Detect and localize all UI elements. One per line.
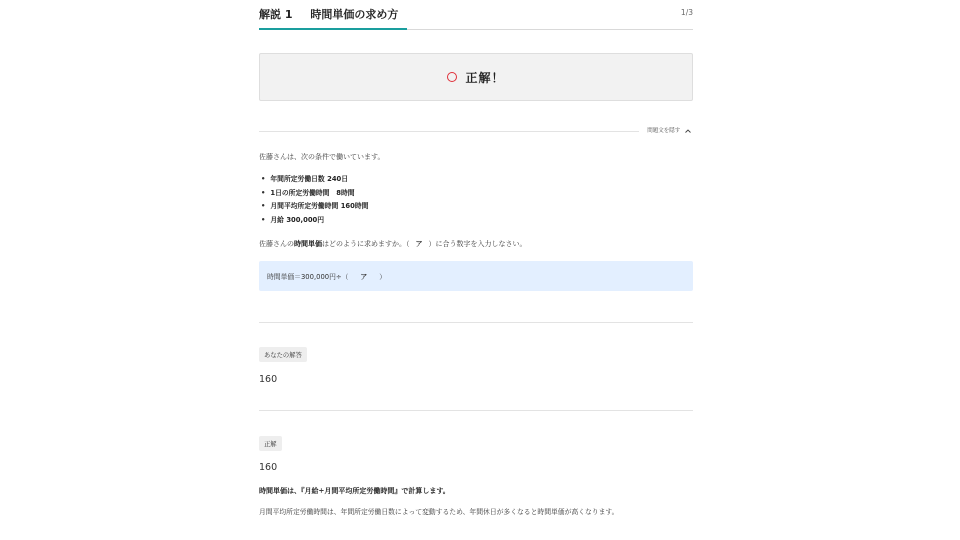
list-item: • 年間所定労働日数 240日	[259, 173, 368, 187]
list-item: • 月間平均所定労働時間 160時間	[259, 200, 368, 214]
toggle-row	[259, 126, 693, 136]
header	[259, 0, 693, 30]
prompt-mid: はどのように求めますか。（	[322, 240, 410, 248]
prompt-keyword: 時間単価	[294, 240, 322, 248]
correct-answer-value: 160	[259, 462, 278, 473]
prompt-blank: ア	[415, 240, 423, 248]
circle-correct-icon	[447, 72, 457, 82]
explanation-title: 時間単価は、『月給÷月間平均所定労働時間』で計算します。	[259, 487, 450, 495]
section-label: 解説 1	[259, 8, 293, 21]
divider	[259, 410, 693, 411]
formula-blank: ア	[360, 273, 368, 281]
hide-question-toggle[interactable]	[647, 126, 691, 134]
page-indicator: 1/3	[680, 8, 693, 17]
formula-box	[259, 261, 693, 291]
divider	[259, 322, 693, 323]
question-prompt	[259, 239, 527, 249]
your-answer-value: 160	[259, 374, 278, 385]
chevron-up-icon	[685, 128, 691, 134]
explanation-body: 月間平均所定労働時間は、年間所定労働日数によって変動するため、年間休日が多くなると時間単価が高くなります。	[259, 508, 619, 516]
result-text: 正解！	[465, 70, 505, 85]
formula-prefix: 時間単価＝300,000円÷（	[267, 273, 349, 281]
condition-list	[259, 173, 368, 227]
list-item: • 月給 300,000円	[259, 214, 368, 228]
progress-bar	[259, 28, 407, 30]
divider	[259, 131, 639, 132]
page-title	[259, 6, 398, 22]
prompt-suffix: ）に合う数字を入力しなさい。	[428, 240, 527, 248]
section-title: 時間単価の求め方	[310, 8, 399, 21]
result-box	[259, 53, 693, 101]
your-answer-label: あなたの解答	[259, 347, 307, 362]
list-item: • 1日の所定労働時間 8時間	[259, 187, 368, 201]
formula-suffix: ）	[379, 273, 386, 281]
toggle-label: 問題文を隠す	[647, 128, 681, 134]
correct-answer-label: 正解	[259, 436, 282, 451]
question-intro: 佐藤さんは、次の条件で働いています。	[259, 153, 385, 161]
explanation-panel	[259, 0, 693, 516]
prompt-prefix: 佐藤さんの	[259, 240, 294, 248]
